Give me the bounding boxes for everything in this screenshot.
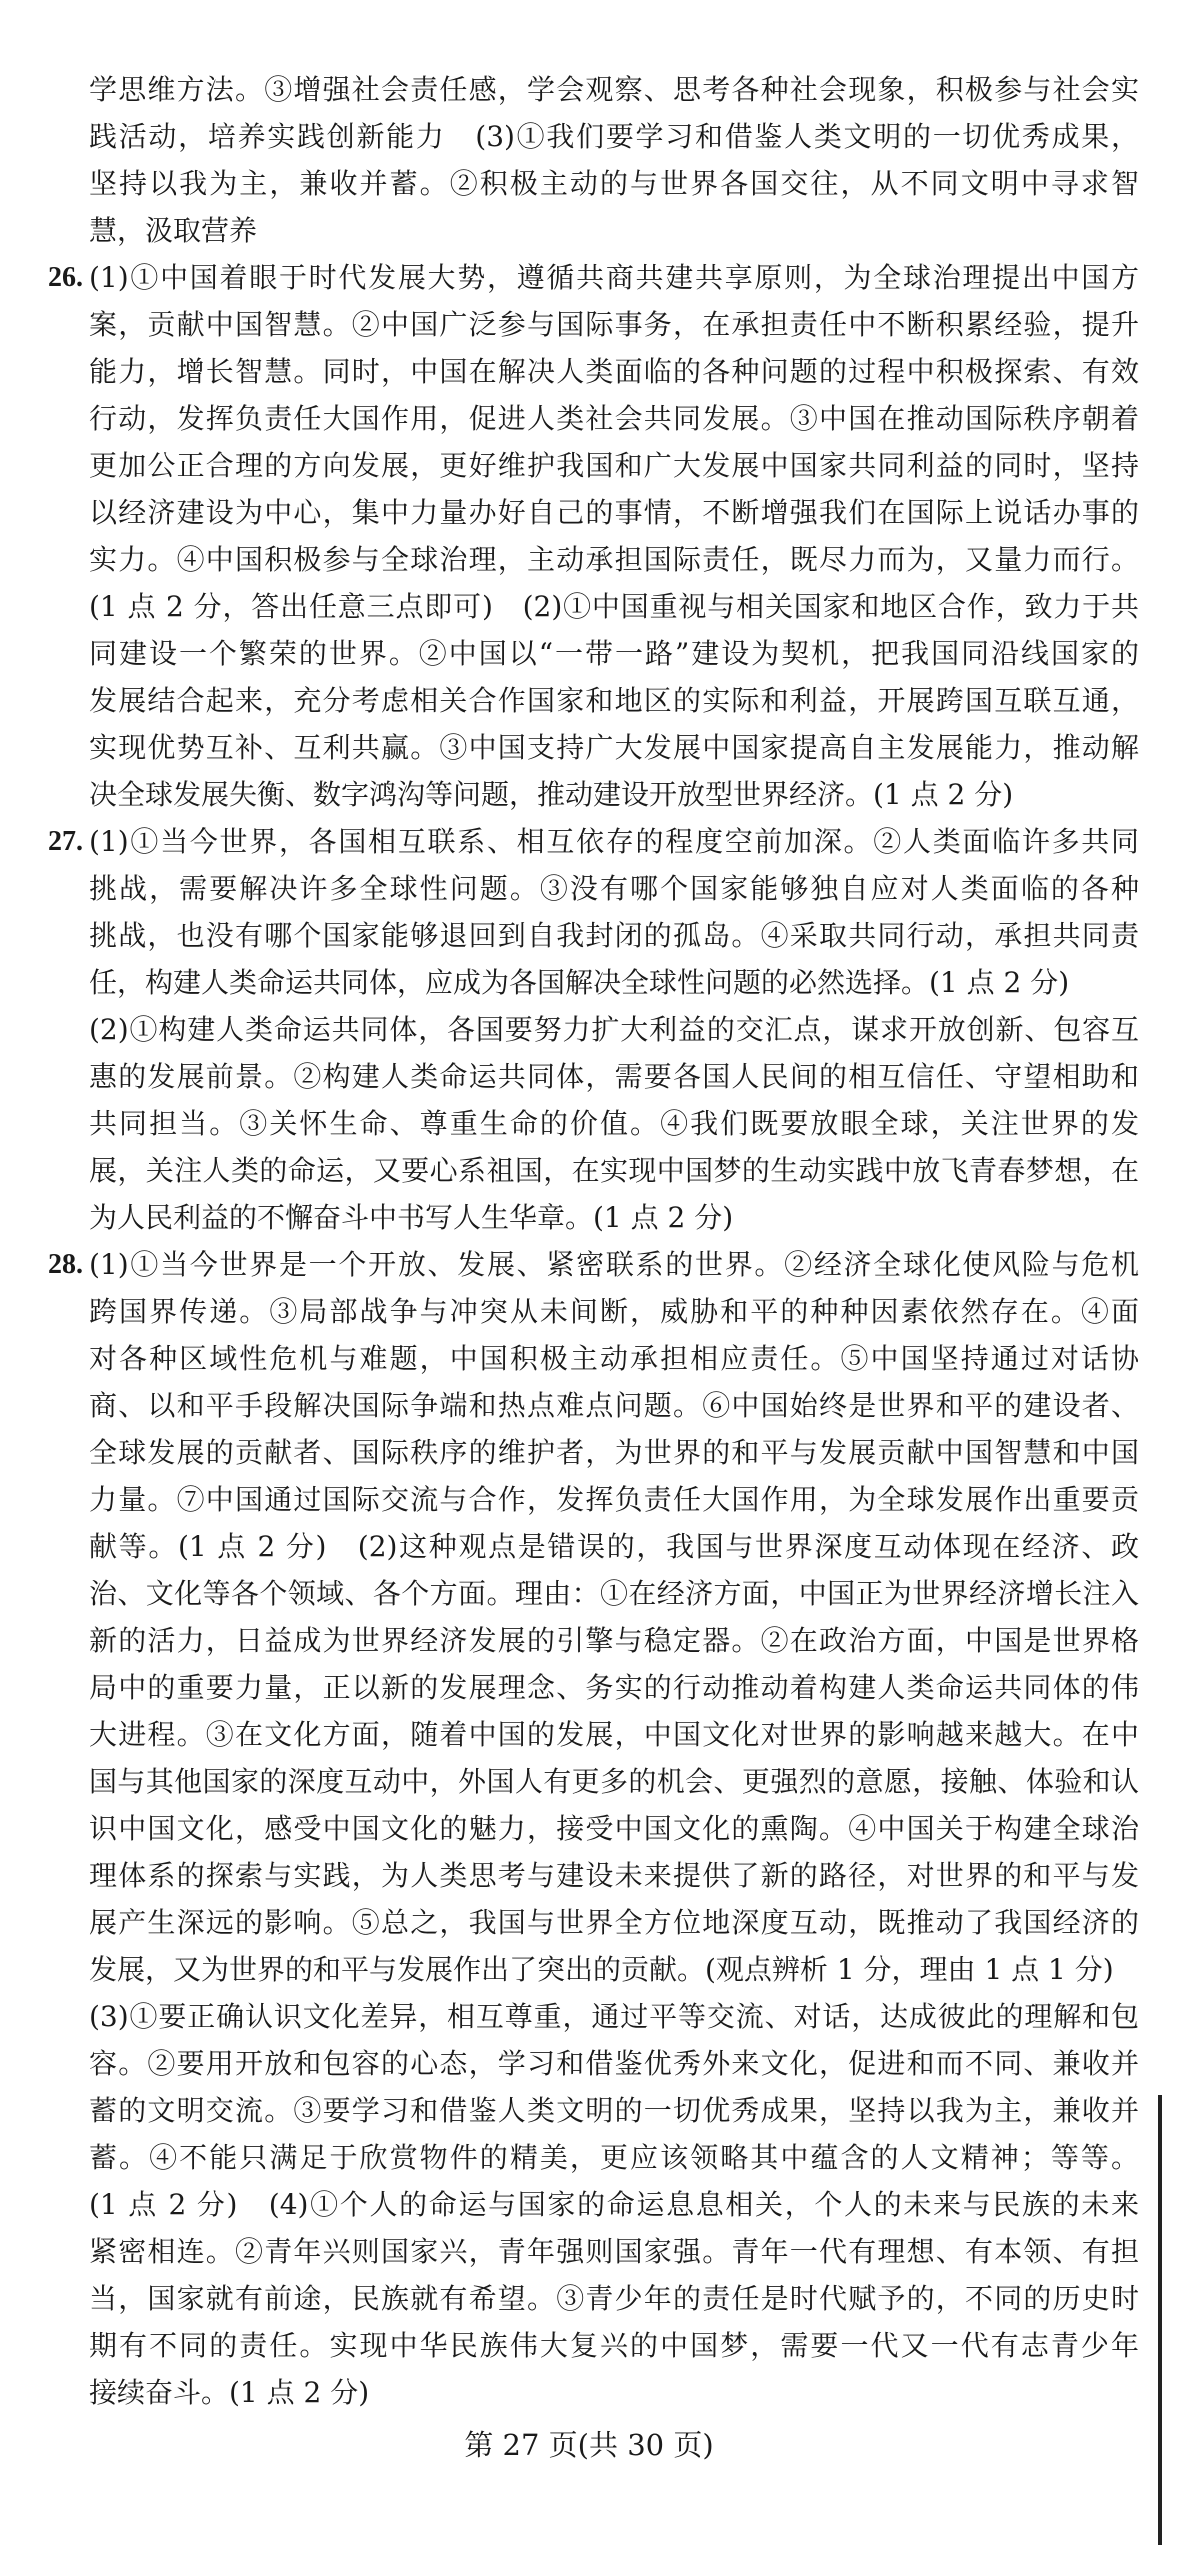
text-line: 对各种区域性危机与难题，中国积极主动承担相应责任。⑤中国坚持通过对话协	[89, 1342, 1139, 1375]
text-line: 以经济建设为中心，集中力量办好自己的事情，不断增强我们在国际上说话办事的	[89, 496, 1139, 529]
text-line: 治、文化等各个领域、各个方面。理由：①在经济方面，中国正为世界经济增长注入	[89, 1577, 1139, 1610]
answer-text	[48, 66, 1139, 2416]
question-number: 27.	[48, 826, 83, 857]
text-line: (1)①当今世界是一个开放、发展、紧密联系的世界。②经济全球化使风险与危机	[89, 1248, 1139, 1281]
text-line: 能力，增长智慧。同时，中国在解决人类面临的各种问题的过程中积极探索、有效	[89, 355, 1139, 388]
text-line: 识中国文化，感受中国文化的魅力，接受中国文化的熏陶。④中国关于构建全球治	[89, 1812, 1139, 1845]
text-line: 新的活力，日益成为世界经济发展的引擎与稳定器。②在政治方面，中国是世界格	[89, 1624, 1139, 1657]
text-line: 惠的发展前景。②构建人类命运共同体，需要各国人民间的相互信任、守望相助和	[89, 1060, 1139, 1093]
text-line: (1)①中国着眼于时代发展大势，遵循共商共建共享原则，为全球治理提出中国方	[89, 261, 1139, 294]
text-line: 发展，又为世界的和平与发展作出了突出的贡献。(观点辨析 1 分，理由 1 点 1 分)	[89, 1953, 1114, 1986]
text-line: 接续奋斗。(1 点 2 分)	[89, 2376, 370, 2409]
binding-edge-line	[1158, 2095, 1162, 2545]
text-line: 更加公正合理的方向发展，更好维护我国和广大发展中国家共同利益的同时，坚持	[89, 449, 1139, 482]
text-line: 挑战，需要解决许多全球性问题。③没有哪个国家能够独自应对人类面临的各种	[89, 872, 1139, 905]
text-line: (3)①要正确认识文化差异，相互尊重，通过平等交流、对话，达成彼此的理解和包	[89, 2000, 1139, 2033]
text-line: (1 点 2 分) (4)①个人的命运与国家的命运息息相关，个人的未来与民族的未来	[89, 2188, 1139, 2221]
question-number: 26.	[48, 262, 83, 293]
text-line: 国与其他国家的深度互动中，外国人有更多的机会、更强烈的意愿，接触、体验和认	[89, 1765, 1139, 1798]
text-line: 同建设一个繁荣的世界。②中国以“一带一路”建设为契机，把我国同沿线国家的	[89, 637, 1139, 670]
text-line: 展，关注人类的命运，又要心系祖国，在实现中国梦的生动实践中放飞青春梦想，在	[89, 1154, 1139, 1187]
text-line: 局中的重要力量，正以新的发展理念、务实的行动推动着构建人类命运共同体的伟	[89, 1671, 1139, 1704]
text-line: 案，贡献中国智慧。②中国广泛参与国际事务，在承担责任中不断积累经验，提升	[89, 308, 1139, 341]
text-line: 学思维方法。③增强社会责任感，学会观察、思考各种社会现象，积极参与社会实	[89, 73, 1139, 106]
text-line: 慧，汲取营养	[89, 214, 258, 247]
text-line: 全球发展的贡献者、国际秩序的维护者，为世界的和平与发展贡献中国智慧和中国	[89, 1436, 1139, 1469]
answer-block-continued	[89, 66, 1139, 254]
text-line: 实力。④中国积极参与全球治理，主动承担国际责任，既尽力而为，又量力而行。	[89, 543, 1139, 576]
text-line: 大进程。③在文化方面，随着中国的发展，中国文化对世界的影响越来越大。在中	[89, 1718, 1139, 1751]
text-line: 决全球发展失衡、数字鸿沟等问题，推动建设开放型世界经济。(1 点 2 分)	[89, 778, 1014, 811]
text-line: 蓄。④不能只满足于欣赏物件的精美，更应该领略其中蕴含的人文精神；等等。	[89, 2141, 1139, 2174]
text-line: 紧密相连。②青年兴则国家兴，青年强则国家强。青年一代有理想、有本领、有担	[89, 2235, 1139, 2268]
text-line: 商、以和平手段解决国际争端和热点难点问题。⑥中国始终是世界和平的建设者、	[89, 1389, 1139, 1422]
answer-block-28	[48, 1241, 1139, 2416]
text-line: 献等。(1 点 2 分) (2)这种观点是错误的，我国与世界深度互动体现在经济、政	[89, 1530, 1139, 1563]
text-line: 力量。⑦中国通过国际交流与合作，发挥负责任大国作用，为全球发展作出重要贡	[89, 1483, 1139, 1516]
question-number: 28.	[48, 1249, 83, 1280]
text-line: 实现优势互补、互利共赢。③中国支持广大发展中国家提高自主发展能力，推动解	[89, 731, 1139, 764]
answer-block-26	[48, 254, 1139, 818]
page-footer: 第 27 页(共 30 页)	[464, 2428, 714, 2462]
answer-block-27	[48, 818, 1139, 1241]
text-line: 坚持以我为主，兼收并蓄。②积极主动的与世界各国交往，从不同文明中寻求智	[89, 167, 1139, 200]
text-line: 理体系的探索与实践，为人类思考与建设未来提供了新的路径，对世界的和平与发	[89, 1859, 1139, 1892]
text-line: 挑战，也没有哪个国家能够退回到自我封闭的孤岛。④采取共同行动，承担共同责	[89, 919, 1139, 952]
text-line: 当，国家就有前途，民族就有希望。③青少年的责任是时代赋予的，不同的历史时	[89, 2282, 1139, 2315]
text-line: 期有不同的责任。实现中华民族伟大复兴的中国梦，需要一代又一代有志青少年	[89, 2329, 1139, 2362]
text-line: 为人民利益的不懈奋斗中书写人生华章。(1 点 2 分)	[89, 1201, 734, 1234]
text-line: 任，构建人类命运共同体，应成为各国解决全球性问题的必然选择。(1 点 2 分)	[89, 966, 1070, 999]
text-line: 跨国界传递。③局部战争与冲突从未间断，威胁和平的种种因素依然存在。④面	[89, 1295, 1139, 1328]
text-line: (1 点 2 分，答出任意三点即可) (2)①中国重视与相关国家和地区合作，致力于共	[89, 590, 1139, 623]
text-line: 行动，发挥负责任大国作用，促进人类社会共同发展。③中国在推动国际秩序朝着	[89, 402, 1139, 435]
text-line: 共同担当。③关怀生命、尊重生命的价值。④我们既要放眼全球，关注世界的发	[89, 1107, 1139, 1140]
text-line: (1)①当今世界，各国相互联系、相互依存的程度空前加深。②人类面临许多共同	[89, 825, 1139, 858]
text-line: 蓄的文明交流。③要学习和借鉴人类文明的一切优秀成果，坚持以我为主，兼收并	[89, 2094, 1139, 2127]
text-line: 展产生深远的影响。⑤总之，我国与世界全方位地深度互动，既推动了我国经济的	[89, 1906, 1139, 1939]
text-line: 发展结合起来，充分考虑相关合作国家和地区的实际和利益，开展跨国互联互通，	[89, 684, 1139, 717]
text-line: 践活动，培养实践创新能力 (3)①我们要学习和借鉴人类文明的一切优秀成果，	[89, 120, 1139, 153]
text-line: (2)①构建人类命运共同体，各国要努力扩大利益的交汇点，谋求开放创新、包容互	[89, 1013, 1139, 1046]
text-line: 容。②要用开放和包容的心态，学习和借鉴优秀外来文化，促进和而不同、兼收并	[89, 2047, 1139, 2080]
